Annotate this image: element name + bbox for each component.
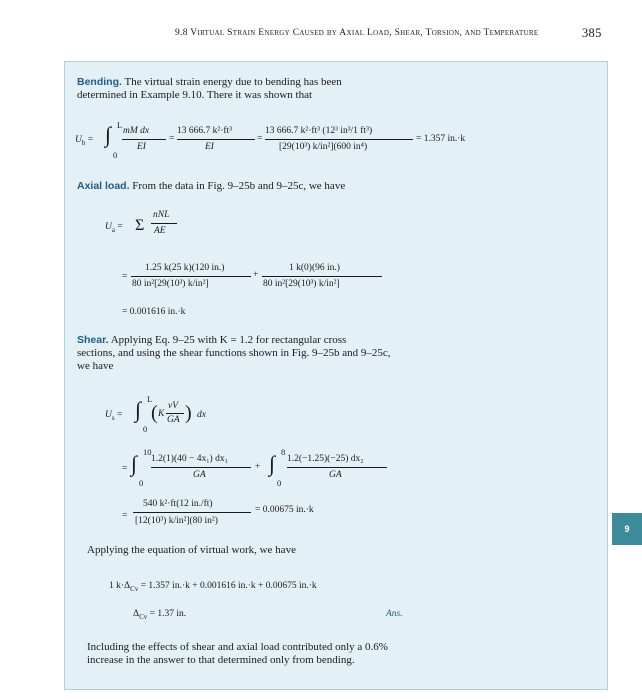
chapter-tab: 9 (612, 513, 642, 545)
axial-frac1-numerator: 1.25 k(25 k)(120 in.) (145, 263, 225, 273)
shear-line-3: we have (77, 360, 114, 372)
inner-numerator: vV (168, 401, 179, 411)
axial-frac-numerator: nNL (153, 210, 170, 220)
integral-sign: ∫ (105, 122, 112, 147)
integral1-upper: 10 (143, 447, 152, 457)
integral-upper: L (117, 120, 123, 130)
shear-paragraph (77, 334, 346, 347)
integral2-upper: 8 (281, 447, 286, 457)
bending-line-1: The virtual strain energy due to bending has been (124, 76, 342, 88)
axial-frac2-bar (262, 276, 382, 277)
shear-k: K (158, 409, 165, 419)
shear-frac3-bar (133, 512, 251, 513)
axial-frac1-denominator: 80 in²[29(10³) k/in²] (132, 279, 209, 289)
paren-close: ) (185, 402, 192, 424)
bending-line-2: determined in Example 9.10. There it was shown that (77, 89, 313, 101)
frac1-denominator: EI (137, 142, 146, 152)
shear-line-2: sections, and using the shear functions shown in Fig. 9–25b and 9–25c, (77, 347, 391, 359)
integral-lower: 0 (143, 424, 148, 434)
axial-text: From the data in Fig. 9–25b and 9–25c, we have (132, 180, 346, 192)
inner-bar (166, 413, 184, 414)
integral-upper: L (147, 394, 153, 404)
frac3-denominator: [29(10³) k/in²](600 in⁴) (279, 142, 368, 152)
equals-sign: = (122, 464, 128, 474)
equals-sign: = (122, 272, 128, 282)
shear-result: = 0.00675 in.·k (255, 505, 314, 515)
integral-sign: ∫ (135, 397, 142, 422)
shear-dx: dx (197, 410, 206, 420)
virtual-work-eq2: $\Delta_{Cv} = 1.37$ in. (133, 609, 187, 621)
bending-lhs: $U_b$ = (75, 135, 94, 147)
section-title: 9.8 Virtual Strain Energy Caused by Axial Load, Shear, Torsion, and Temperature (175, 28, 539, 38)
shear-frac3-denominator: [12(10³) k/in²](80 in²) (135, 516, 218, 526)
axial-frac1-bar (131, 276, 251, 277)
frac2-denominator: EI (205, 142, 214, 152)
shear-lhs: $U_s$ = (105, 410, 123, 422)
equals-sign: = (122, 511, 128, 521)
axial-lhs: $U_a$ = (105, 222, 123, 234)
integral-lower: 0 (113, 150, 118, 160)
axial-heading: Axial load. (77, 180, 130, 192)
frac2-bar (177, 139, 255, 140)
plus-sign: + (255, 462, 261, 472)
shear-frac2-bar (287, 467, 387, 468)
answer-label: Ans. (386, 609, 403, 619)
frac2-numerator: 13 666.7 k²·ft³ (177, 126, 233, 136)
axial-frac2-numerator: 1 k(0)(96 in.) (289, 263, 340, 273)
paren-open: ( (151, 402, 158, 424)
example-solution-box (64, 61, 608, 690)
frac3-bar (265, 139, 413, 140)
integral1-lower: 0 (139, 478, 144, 488)
virtual-work-text: Applying the equation of virtual work, we have (87, 544, 296, 556)
integral2-lower: 0 (277, 478, 282, 488)
virtual-work-eq1: 1 $k\cdot\Delta_{Cv} = 1.357$ in.·k + 0.001616 in.·k + 0.00675 in.·k (109, 581, 317, 593)
equals-sign: = (169, 134, 175, 144)
integral-sign: ∫ (269, 451, 276, 476)
plus-sign: + (253, 270, 259, 280)
shear-frac2-numerator: 1.2(−1.25)(−25) dx₂ (287, 454, 364, 464)
frac3-numerator: 13 666.7 k²·ft³ (12³ in³/1 ft³) (265, 126, 373, 136)
axial-frac2-denominator: 80 in²[29(10³) k/in²] (263, 279, 340, 289)
sigma-sign: Σ (135, 217, 145, 234)
axial-paragraph (77, 180, 345, 193)
integral-sign: ∫ (131, 451, 138, 476)
inner-denominator: GA (167, 415, 180, 425)
equals-sign: = (257, 134, 263, 144)
bending-result: = 1.357 in.·k (416, 134, 466, 144)
frac1-numerator: mM dx (123, 126, 150, 136)
shear-frac1-bar (151, 467, 251, 468)
frac1-bar (122, 139, 166, 140)
page-number: 385 (582, 26, 602, 40)
axial-result: = 0.001616 in.·k (122, 307, 186, 317)
conclusion-line-2: increase in the answer to that determined only from bending. (87, 654, 355, 666)
shear-heading: Shear. (77, 334, 109, 346)
axial-frac-bar (151, 223, 177, 224)
shear-frac1-denominator: GA (193, 470, 206, 480)
shear-frac1-numerator: 1.2(1)(40 − 4x₁) dx₁ (151, 454, 228, 464)
shear-frac2-denominator: GA (329, 470, 342, 480)
bending-heading: Bending. (77, 76, 122, 88)
bending-paragraph (77, 76, 342, 89)
running-header (0, 28, 642, 44)
conclusion-line-1: Including the effects of shear and axial load contributed only a 0.6% (87, 641, 388, 653)
axial-frac-denominator: AE (154, 226, 166, 236)
shear-frac3-numerator: 540 k²·ft(12 in./ft) (143, 499, 213, 509)
shear-line-1: Applying Eq. 9–25 with K = 1.2 for rectangular cross (110, 334, 347, 346)
